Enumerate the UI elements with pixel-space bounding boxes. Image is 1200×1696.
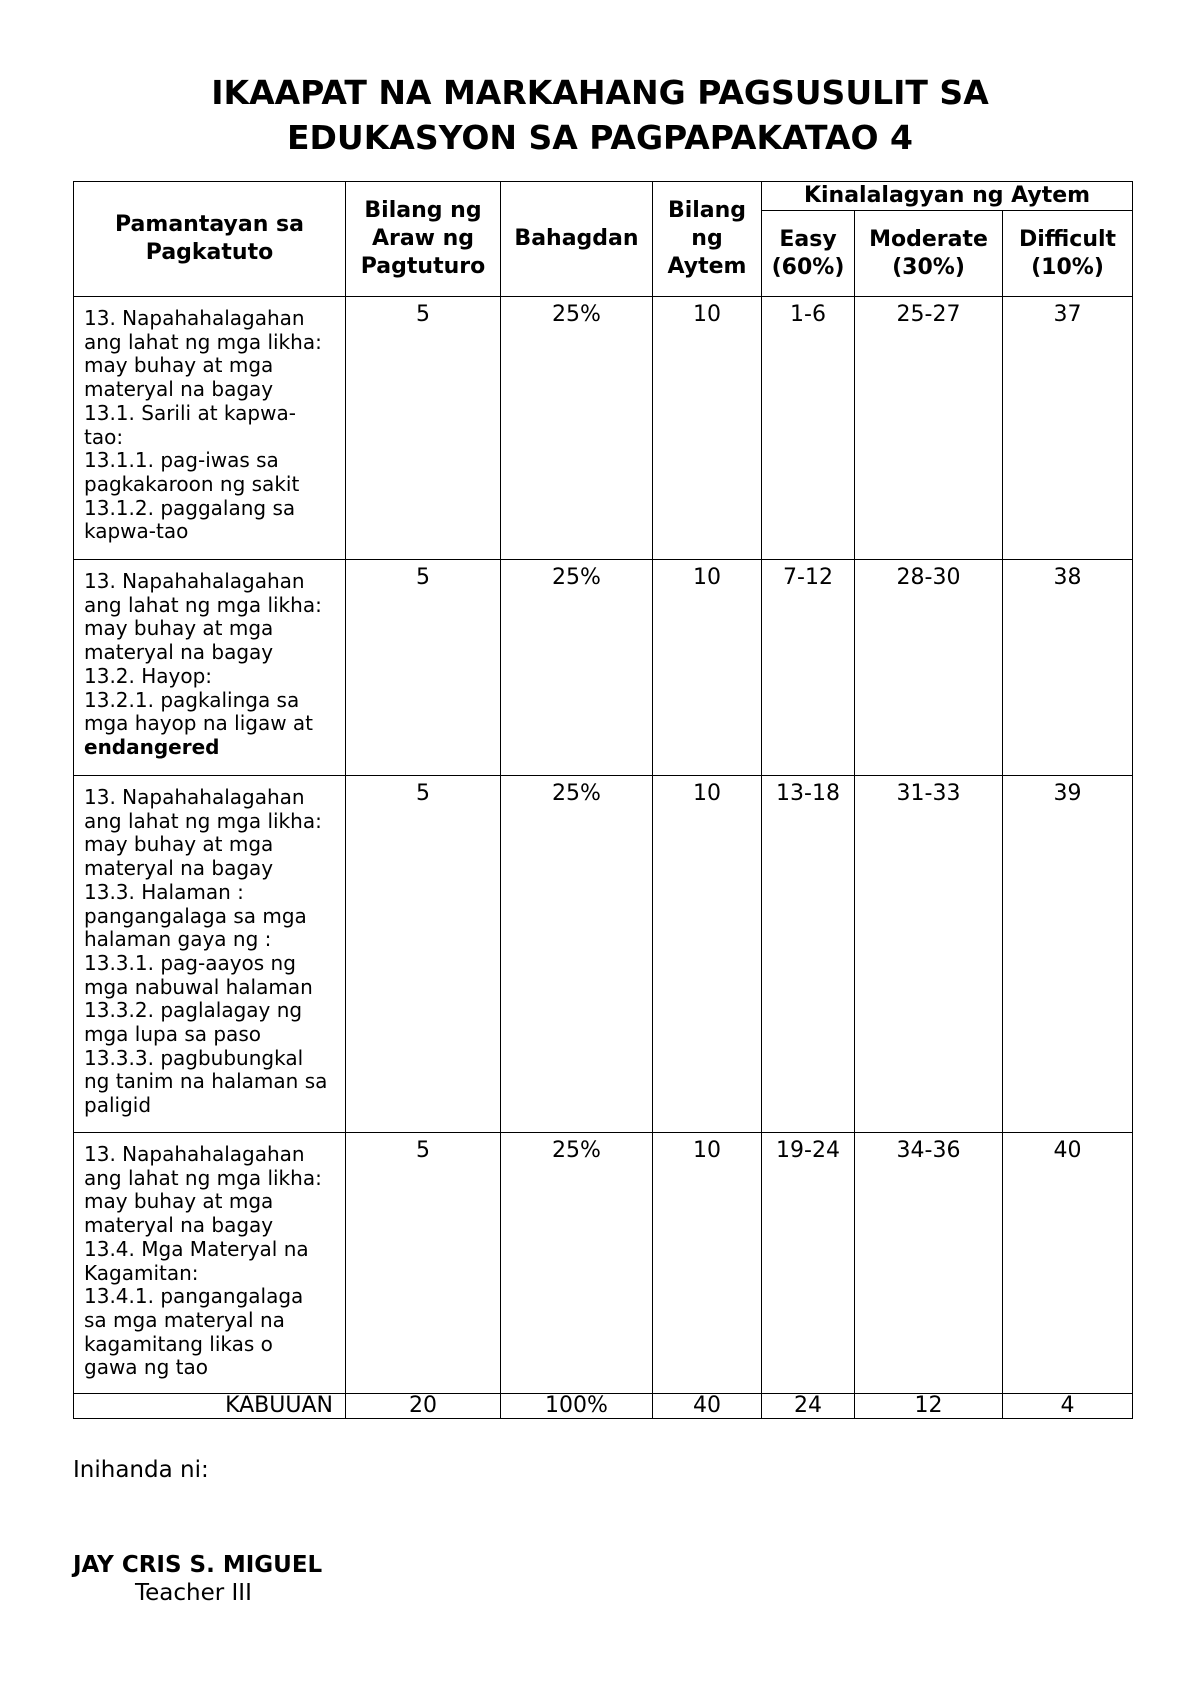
document-title: [0, 70, 1200, 160]
preparer-name: JAY CRIS S. MIGUEL: [73, 1552, 323, 1578]
preparer-role: Teacher III: [135, 1580, 252, 1606]
table-row: [74, 776, 1133, 1133]
easy-cell: 1-6: [762, 297, 855, 560]
total-moderate: 12: [855, 1394, 1003, 1419]
easy-cell: 19-24: [762, 1133, 855, 1394]
header-competency: Pamantayan sa Pagkatuto: [74, 182, 346, 297]
difficult-cell: 37: [1003, 297, 1133, 560]
prepared-by-label: Inihanda ni:: [73, 1457, 209, 1483]
percent-cell: 25%: [501, 776, 653, 1133]
moderate-cell: 28-30: [855, 560, 1003, 776]
title-line-2: EDUKASYON SA PAGPAPAKATAO 4: [286, 118, 913, 157]
competency-cell: 13. Napahahalagahan ang lahat ng mga likha: may buhay at mga materyal na bagay 13.3. Halaman : pangangalaga sa mga halaman gaya ng : 13.3.1. pag-aayos ng mga nabuwal halaman 13.3.2. paglalagay ng mga lupa sa paso 13.3.3. pagbubungkal ng tanim na halaman sa paligid: [74, 776, 346, 1133]
items-cell: 10: [653, 776, 762, 1133]
competency-cell: 13. Napahahalagahan ang lahat ng mga likha: may buhay at mga materyal na bagay 13.4. Mga Materyal na Kagamitan: 13.4.1. pangangalaga sa mga materyal na kagamitang likas o gawa ng tao: [74, 1133, 346, 1394]
title-line-1: IKAAPAT NA MARKAHANG PAGSUSULIT SA: [211, 73, 989, 112]
days-cell: 5: [346, 297, 501, 560]
header-difficult: Difficult (10%): [1003, 211, 1133, 297]
easy-cell: 13-18: [762, 776, 855, 1133]
total-row: [74, 1394, 1133, 1419]
days-cell: 5: [346, 776, 501, 1133]
difficult-cell: 38: [1003, 560, 1133, 776]
difficult-cell: 40: [1003, 1133, 1133, 1394]
total-label: KABUUAN: [74, 1394, 346, 1419]
moderate-cell: 31-33: [855, 776, 1003, 1133]
total-items: 40: [653, 1394, 762, 1419]
header-easy: Easy (60%): [762, 211, 855, 297]
competency-cell: 13. Napahahalagahan ang lahat ng mga likha: may buhay at mga materyal na bagay 13.1. Sarili at kapwa- tao: 13.1.1. pag-iwas sa pagkakaroon ng sakit 13.1.2. paggalang sa kapwa-tao: [74, 297, 346, 560]
total-days: 20: [346, 1394, 501, 1419]
table-of-specifications: [73, 181, 1133, 1419]
table-row: [74, 560, 1133, 776]
items-cell: 10: [653, 1133, 762, 1394]
table-row: [74, 297, 1133, 560]
items-cell: 10: [653, 297, 762, 560]
percent-cell: 25%: [501, 1133, 653, 1394]
percent-cell: 25%: [501, 560, 653, 776]
total-percent: 100%: [501, 1394, 653, 1419]
header-placement: Kinalalagyan ng Aytem: [762, 182, 1133, 211]
table-row: [74, 1133, 1133, 1394]
header-percent: Bahagdan: [501, 182, 653, 297]
difficult-cell: 39: [1003, 776, 1133, 1133]
moderate-cell: 25-27: [855, 297, 1003, 560]
moderate-cell: 34-36: [855, 1133, 1003, 1394]
days-cell: 5: [346, 560, 501, 776]
easy-cell: 7-12: [762, 560, 855, 776]
total-easy: 24: [762, 1394, 855, 1419]
header-items: Bilang ng Aytem: [653, 182, 762, 297]
header-days: Bilang ng Araw ng Pagtuturo: [346, 182, 501, 297]
competency-cell: 13. Napahahalagahan ang lahat ng mga likha: may buhay at mga materyal na bagay 13.2. Hayop: 13.2.1. pagkalinga sa mga hayop na ligaw at endangered: [74, 560, 346, 776]
header-moderate: Moderate (30%): [855, 211, 1003, 297]
days-cell: 5: [346, 1133, 501, 1394]
total-difficult: 4: [1003, 1394, 1133, 1419]
percent-cell: 25%: [501, 297, 653, 560]
items-cell: 10: [653, 560, 762, 776]
